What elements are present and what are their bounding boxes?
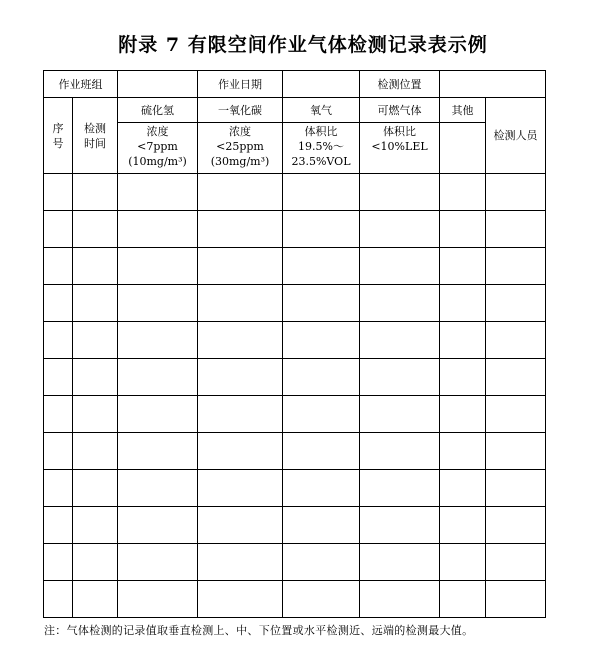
criteria-line: 浓度 (229, 125, 251, 138)
table-cell[interactable] (44, 581, 73, 618)
date-label: 作业日期 (198, 71, 283, 98)
o2-criteria (283, 123, 360, 174)
table-cell[interactable] (440, 359, 486, 396)
criteria-line: <25ppm (216, 140, 264, 153)
seq-header-line: 号 (52, 136, 64, 150)
table-cell[interactable] (283, 544, 360, 581)
criteria-line: 19.5%～ (298, 140, 344, 153)
table-cell[interactable] (73, 507, 118, 544)
table-cell[interactable] (486, 507, 546, 544)
table-cell[interactable] (283, 174, 360, 211)
table-cell[interactable] (283, 359, 360, 396)
table-cell[interactable] (44, 396, 73, 433)
table-cell[interactable] (118, 507, 198, 544)
table-cell[interactable] (118, 248, 198, 285)
table-cell[interactable] (440, 581, 486, 618)
table-row (44, 174, 546, 211)
table-row (44, 359, 546, 396)
table-cell[interactable] (118, 581, 198, 618)
table-cell[interactable] (198, 322, 283, 359)
table-cell[interactable] (486, 433, 546, 470)
table-row (44, 544, 546, 581)
table-cell[interactable] (283, 581, 360, 618)
table-cell[interactable] (440, 285, 486, 322)
table-cell[interactable] (118, 396, 198, 433)
table-row (44, 322, 546, 359)
criteria-line: <10%LEL (371, 140, 428, 153)
table-cell[interactable] (283, 248, 360, 285)
table-cell[interactable] (73, 359, 118, 396)
other-criteria[interactable] (440, 123, 486, 174)
table-cell[interactable] (283, 396, 360, 433)
table-cell[interactable] (73, 248, 118, 285)
table-cell[interactable] (440, 433, 486, 470)
gas-detection-record-table (43, 70, 546, 618)
seq-header (44, 98, 73, 174)
table-cell[interactable] (486, 322, 546, 359)
table-cell[interactable] (44, 544, 73, 581)
table-row (44, 211, 546, 248)
table-cell[interactable] (73, 322, 118, 359)
table-cell[interactable] (486, 248, 546, 285)
criteria-line: 体积比 (383, 125, 416, 138)
h2s-criteria (118, 123, 198, 174)
table-cell[interactable] (44, 507, 73, 544)
date-value[interactable] (283, 71, 360, 98)
table-cell[interactable] (73, 470, 118, 507)
table-cell[interactable] (283, 211, 360, 248)
table-cell[interactable] (486, 581, 546, 618)
table-cell[interactable] (283, 433, 360, 470)
table-cell[interactable] (73, 285, 118, 322)
criteria-line: 23.5%VOL (291, 155, 351, 168)
seq-header-line: 序 (52, 121, 64, 135)
inspector-header: 检测人员 (486, 98, 546, 174)
table-cell[interactable] (440, 507, 486, 544)
table-row (44, 507, 546, 544)
time-header (73, 98, 118, 174)
co-header: 一氧化碳 (198, 98, 283, 123)
table-cell[interactable] (118, 544, 198, 581)
table-cell[interactable] (198, 359, 283, 396)
table-cell[interactable] (283, 507, 360, 544)
location-label: 检测位置 (360, 71, 440, 98)
table-cell[interactable] (440, 211, 486, 248)
table-cell[interactable] (283, 322, 360, 359)
table-cell[interactable] (440, 470, 486, 507)
table-cell[interactable] (486, 211, 546, 248)
table-cell[interactable] (198, 285, 283, 322)
criteria-line: 浓度 (146, 125, 169, 138)
h2s-header: 硫化氢 (118, 98, 198, 123)
table-cell[interactable] (44, 211, 73, 248)
table-cell[interactable] (198, 211, 283, 248)
table-cell[interactable] (360, 359, 440, 396)
criteria-line: (10mg/m³) (128, 155, 187, 168)
table-cell[interactable] (44, 433, 73, 470)
table-cell[interactable] (360, 470, 440, 507)
table-cell[interactable] (360, 248, 440, 285)
page-title: 附录 7 有限空间作业气体检测记录表示例 (118, 34, 488, 56)
table-cell[interactable] (360, 396, 440, 433)
table-cell[interactable] (486, 470, 546, 507)
table-row (44, 248, 546, 285)
table-cell[interactable] (440, 174, 486, 211)
table-cell[interactable] (118, 470, 198, 507)
table-cell[interactable] (118, 174, 198, 211)
table-cell[interactable] (486, 174, 546, 211)
table-cell[interactable] (360, 322, 440, 359)
o2-header: 氧气 (283, 98, 360, 123)
table-cell[interactable] (486, 285, 546, 322)
table-cell[interactable] (198, 433, 283, 470)
criteria-line: 体积比 (304, 125, 338, 138)
table-cell[interactable] (486, 544, 546, 581)
table-cell[interactable] (118, 211, 198, 248)
other-header: 其他 (440, 98, 486, 123)
time-header-line: 检测 (84, 121, 106, 135)
table-cell[interactable] (486, 359, 546, 396)
table-cell[interactable] (198, 470, 283, 507)
table-cell[interactable] (198, 507, 283, 544)
table-cell[interactable] (360, 507, 440, 544)
table-cell[interactable] (44, 248, 73, 285)
table-cell[interactable] (118, 359, 198, 396)
table-cell[interactable] (360, 544, 440, 581)
table-cell[interactable] (283, 470, 360, 507)
table-cell[interactable] (440, 544, 486, 581)
table-cell[interactable] (360, 285, 440, 322)
table-cell[interactable] (198, 174, 283, 211)
criteria-line: (30mg/m³) (210, 155, 270, 168)
table-cell[interactable] (73, 581, 118, 618)
table-cell[interactable] (440, 248, 486, 285)
table-cell[interactable] (440, 322, 486, 359)
table-cell[interactable] (360, 174, 440, 211)
table-cell[interactable] (486, 396, 546, 433)
table-row (44, 470, 546, 507)
table-cell[interactable] (44, 285, 73, 322)
table-row (44, 285, 546, 322)
flammable-criteria (360, 123, 440, 174)
table-cell[interactable] (440, 396, 486, 433)
flammable-header: 可燃气体 (360, 98, 440, 123)
table-cell[interactable] (118, 285, 198, 322)
table-cell[interactable] (283, 285, 360, 322)
table-cell[interactable] (73, 433, 118, 470)
table-cell[interactable] (73, 544, 118, 581)
table-row (44, 433, 546, 470)
table-cell[interactable] (360, 581, 440, 618)
table-cell[interactable] (44, 470, 73, 507)
co-criteria (198, 123, 283, 174)
table-cell[interactable] (44, 359, 73, 396)
table-cell[interactable] (360, 211, 440, 248)
table-row (44, 396, 546, 433)
table-cell[interactable] (198, 544, 283, 581)
table-cell[interactable] (73, 174, 118, 211)
table-cell[interactable] (73, 211, 118, 248)
table-cell[interactable] (198, 581, 283, 618)
time-header-line: 时间 (84, 136, 106, 150)
criteria-line: <7ppm (137, 140, 178, 153)
table-cell[interactable] (118, 322, 198, 359)
table-cell[interactable] (73, 396, 118, 433)
table-row (44, 581, 546, 618)
table-cell[interactable] (44, 174, 73, 211)
table-cell[interactable] (360, 433, 440, 470)
team-value[interactable] (118, 71, 198, 98)
table-cell[interactable] (198, 396, 283, 433)
table-cell[interactable] (198, 248, 283, 285)
data-rows (44, 174, 546, 618)
table-cell[interactable] (118, 433, 198, 470)
team-label: 作业班组 (44, 71, 118, 98)
table-cell[interactable] (44, 322, 73, 359)
footnote: 注：气体检测的记录值取垂直检测上、中、下位置或水平检测近、远端的检测最大值。 (44, 624, 474, 637)
location-value[interactable] (440, 71, 546, 98)
